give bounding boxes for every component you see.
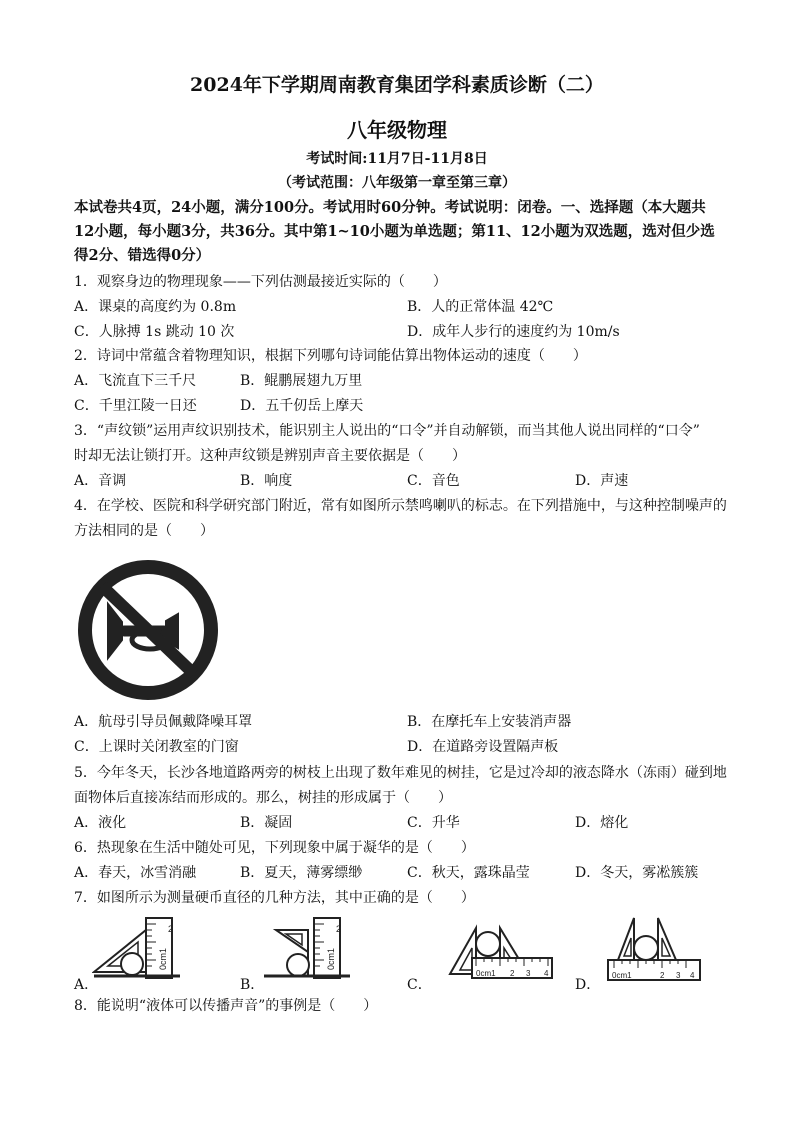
q7-figure-c [440,914,560,990]
question-1-stem: 1．观察身边的物理现象——下列估测最接近实际的（ ） [74,274,447,290]
q5-option-a: A．液化 [74,815,127,831]
q3-option-c: C．音色 [407,473,460,489]
q7-label-a: A． [74,977,99,993]
q6-option-a: A．春天，冰雪消融 [74,865,197,881]
q1-option-b: B．人的正常体温 42℃ [407,299,554,315]
q3-option-b: B．响度 [240,473,293,489]
q7d-tick-3: 3 [676,971,681,980]
subject-title: 八年级物理 [347,118,447,142]
q4-option-a: A．航母引导员佩戴降噪耳罩 [74,714,253,730]
question-8-stem: 8．能说明“液体可以传播声音”的事例是（ ） [74,998,378,1014]
q7-label-b: B． [240,977,265,993]
q7-label-d: D． [575,977,601,993]
q6-option-b: B．夏天，薄雾缥缈 [240,865,363,881]
question-2-stem: 2．诗词中常蕴含着物理知识，根据下列哪句诗词能估算出物体运动的速度（ ） [74,348,587,364]
exam-title: 2024年下学期周南教育集团学科素质诊断（二） [190,74,604,96]
q4-option-d: D．在道路旁设置隔声板 [407,739,559,755]
exam-instructions: 本试卷共4页，24小题，满分100分。考试用时60分钟。考试说明：闭卷。一、选择题（本大题共12小题，每小题3分，共36分。其中第1~10小题为单选题；第11、12小题为双选题，选对但少选得2分、错选得0分） [74,199,715,264]
question-3-stem: 3．“声纹锁”运用声纹识别技术，能识别主人说出的“口令”并自动解锁，而当其他人说出同样的“口令” [74,423,700,439]
q2-option-a: A．飞流直下三千尺 [74,373,197,389]
q7-figure-b-ticks [316,918,346,974]
q4-option-b: B．在摩托车上安装消声器 [407,714,572,730]
question-3-stem-cont: 时却无法让锁打开。这种声纹锁是辨别声音主要依据是（ ） [74,448,466,464]
q7c-tick-3: 3 [526,969,531,978]
q7b-tick-2: 2 [336,924,342,934]
q1-option-a: A．课桌的高度约为 0.8m [74,299,237,315]
question-5-stem: 5．今年冬天，长沙各地道路两旁的树枝上出现了数年难见的树挂，它是过冷却的液态降水（冻雨）碰到地 [74,765,727,781]
q2-option-c: C．千里江陵一日还 [74,398,197,414]
question-5-stem-cont: 面物体后直接冻结而形成的。那么，树挂的形成属于（ ） [74,790,452,806]
no-horn-sign-icon [74,556,222,704]
q4-option-c: C．上课时关闭教室的门窗 [74,739,239,755]
q5-option-c: C．升华 [407,815,460,831]
q5-option-b: B．凝固 [240,815,293,831]
q7d-tick-2: 2 [660,971,665,980]
q7d-tick-0: 0cm1 [612,971,632,980]
exam-time: 考试时间:11月7日-11月8日 [306,151,488,167]
q3-option-d: D．声速 [575,473,629,489]
q6-option-c: C．秋天，露珠晶莹 [407,865,530,881]
q7b-tick-0: 0cm1 [326,947,336,970]
q1-option-c: C．人脉搏 1s 跳动 10 次 [74,324,235,340]
q7c-tick-2: 2 [510,969,515,978]
q1-option-d: D．成年人步行的速度约为 10m/s [407,324,620,340]
question-7-stem: 7．如图所示为测量硬币直径的几种方法，其中正确的是（ ） [74,890,475,906]
q2-option-b: B．鲲鹏展翅九万里 [240,373,363,389]
q7d-tick-4: 4 [690,971,695,980]
question-4-stem-cont: 方法相同的是（ ） [74,523,214,539]
exam-scope: （考试范围：八年级第一章至第三章） [278,175,516,191]
q2-option-d: D．五千仞岳上摩天 [240,398,364,414]
q7a-tick-2: 2 [168,924,174,934]
q7a-tick-0: 0cm1 [158,947,168,970]
question-6-stem: 6．热现象在生活中随处可见，下列现象中属于凝华的是（ ） [74,840,475,856]
q6-option-d: D．冬天，雾凇簇簇 [575,865,699,881]
q3-option-a: A．音调 [74,473,127,489]
q5-option-d: D．熔化 [575,815,629,831]
q7-label-c: C． [407,977,432,993]
q7-figure-a-ticks [148,918,178,974]
q7-figure-d [604,914,704,990]
question-4-stem: 4．在学校、医院和科学研究部门附近，常有如图所示禁鸣喇叭的标志。在下列措施中，与这种控制噪声的 [74,498,727,514]
q7c-tick-0: 0cm1 [476,969,496,978]
q7c-tick-4: 4 [544,969,549,978]
